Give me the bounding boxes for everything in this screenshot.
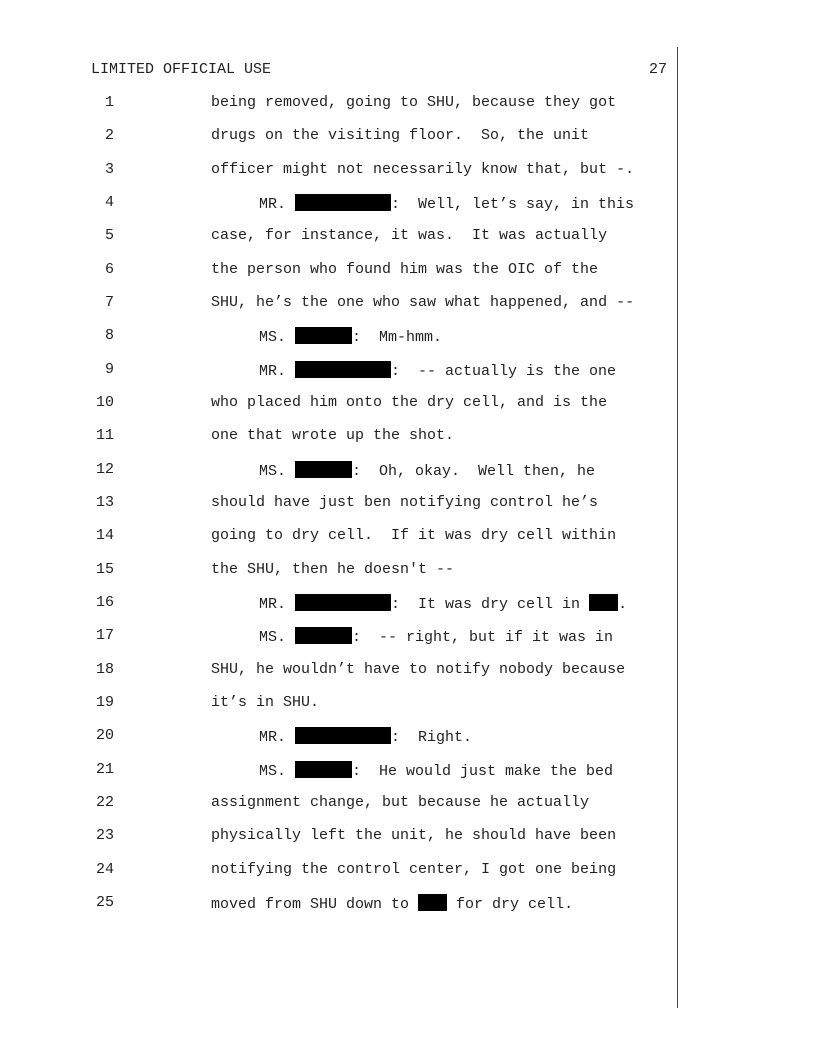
text-segment: SHU, he wouldn’t have to notify nobody because [211, 660, 626, 678]
text-segment: : -- right, but if it was in [352, 629, 614, 647]
line-text [259, 594, 627, 613]
text-segment: : Right. [391, 729, 473, 747]
classification-header: LIMITED OFFICIAL USE [91, 61, 272, 78]
text-segment: being removed, going to SHU, because they got [211, 94, 617, 111]
text-segment: MS. [259, 762, 296, 780]
text-segment: should have just ben notifying control he’s [211, 494, 599, 511]
text-segment: MR. [259, 729, 296, 747]
transcript-line [0, 861, 677, 883]
line-text [211, 794, 589, 811]
redaction-box [295, 361, 391, 378]
text-segment: assignment change, but because he actually [211, 793, 590, 811]
line-text [211, 527, 616, 544]
redaction-box [295, 761, 352, 778]
text-segment: : He would just make the bed [352, 762, 614, 780]
line-text [259, 761, 613, 780]
line-text [259, 727, 472, 746]
transcript-line [0, 427, 677, 449]
transcript-line [0, 227, 677, 249]
text-segment: notifying the control center, I got one being [211, 860, 617, 878]
transcript-line [0, 461, 677, 483]
text-segment: MS. [259, 629, 296, 647]
redaction-box [295, 727, 391, 744]
line-text [211, 294, 634, 311]
text-segment: going to dry cell. If it was dry cell within [211, 527, 617, 545]
line-number: 6 [104, 260, 114, 278]
text-segment: . [618, 596, 628, 613]
redaction-box [295, 194, 391, 211]
line-number: 14 [95, 527, 114, 545]
text-segment: it’s in SHU. [211, 693, 320, 711]
line-text [211, 827, 616, 844]
text-segment: drugs on the visiting floor. So, the unit [211, 127, 590, 145]
line-text [211, 494, 598, 511]
line-number: 2 [104, 127, 114, 145]
line-number: 5 [104, 227, 114, 245]
text-segment: for dry cell. [447, 895, 574, 913]
line-text [259, 461, 595, 480]
redaction-box [295, 327, 352, 344]
transcript-line [0, 894, 677, 916]
line-text [211, 161, 634, 178]
transcript-line [0, 694, 677, 716]
line-number: 25 [95, 893, 114, 911]
line-number: 3 [104, 160, 114, 178]
line-number: 12 [95, 460, 114, 478]
line-number: 20 [95, 727, 114, 745]
text-segment: physically left the unit, he should have been [211, 827, 617, 845]
redaction-box [589, 594, 618, 611]
line-text [211, 94, 616, 111]
text-segment: who placed him onto the dry cell, and is the [211, 394, 608, 411]
line-number: 11 [95, 427, 114, 445]
line-number: 4 [104, 194, 114, 211]
text-segment: the person who found him was the OIC of the [211, 260, 599, 278]
text-segment: moved from SHU down to [211, 895, 419, 913]
transcript-line [0, 127, 677, 149]
line-number: 1 [104, 94, 114, 111]
line-number: 24 [95, 860, 114, 878]
line-text [259, 627, 613, 646]
transcript-line [0, 794, 677, 816]
transcript-line [0, 161, 677, 183]
line-number: 13 [95, 494, 114, 511]
transcript-line [0, 827, 677, 849]
text-segment: one that wrote up the shot. [211, 427, 455, 445]
transcript-line [0, 194, 677, 216]
transcript-line [0, 94, 677, 116]
line-text [211, 261, 598, 278]
line-text [211, 894, 573, 913]
transcript-line [0, 327, 677, 349]
line-text [211, 861, 616, 878]
line-number: 22 [95, 793, 114, 811]
text-segment: : Mm-hmm. [352, 329, 443, 347]
transcript-line [0, 494, 677, 516]
line-number: 23 [95, 827, 114, 845]
line-text [259, 194, 634, 213]
text-segment: officer might not necessarily know that, but -. [211, 160, 635, 178]
line-number: 17 [95, 627, 114, 645]
transcript-line [0, 294, 677, 316]
line-text [211, 394, 607, 411]
line-number: 15 [95, 560, 114, 578]
line-text [211, 661, 625, 678]
text-segment: MR. [259, 362, 296, 380]
line-number: 21 [95, 760, 114, 778]
text-segment: : It was dry cell in [391, 596, 590, 613]
transcript-line [0, 561, 677, 583]
line-number: 7 [104, 294, 114, 311]
transcript-line [0, 394, 677, 416]
transcript-line [0, 361, 677, 383]
redaction-box [295, 461, 352, 478]
line-text [211, 694, 319, 711]
text-segment: MS. [259, 329, 296, 347]
transcript-line [0, 261, 677, 283]
text-segment: the SHU, then he doesn't -- [211, 560, 455, 578]
transcript-line [0, 727, 677, 749]
line-text [211, 127, 589, 144]
line-number: 18 [95, 660, 114, 678]
transcript-line [0, 527, 677, 549]
right-margin-rule [677, 47, 678, 1008]
line-text [259, 327, 442, 346]
line-text [211, 561, 454, 578]
page-number: 27 [648, 61, 667, 78]
line-number: 16 [95, 594, 114, 611]
transcript-line [0, 594, 677, 616]
text-segment: : -- actually is the one [391, 362, 617, 380]
transcript-line [0, 661, 677, 683]
line-number: 8 [104, 327, 114, 345]
text-segment: : Well, let’s say, in this [391, 196, 635, 213]
line-number: 10 [95, 394, 114, 411]
text-segment: MR. [259, 196, 296, 213]
redaction-box [295, 594, 391, 611]
redaction-box [295, 627, 352, 644]
text-segment: SHU, he’s the one who saw what happened, and -- [211, 294, 635, 311]
line-text [259, 361, 616, 380]
line-number: 9 [104, 360, 114, 378]
transcript-line [0, 627, 677, 649]
text-segment: case, for instance, it was. It was actually [211, 227, 608, 245]
text-segment: MR. [259, 596, 296, 613]
text-segment: MS. [259, 462, 296, 480]
line-text [211, 427, 454, 444]
transcript-line [0, 761, 677, 783]
text-segment: : Oh, okay. Well then, he [352, 462, 596, 480]
line-text [211, 227, 607, 244]
line-number: 19 [95, 693, 114, 711]
redaction-box [418, 894, 447, 911]
